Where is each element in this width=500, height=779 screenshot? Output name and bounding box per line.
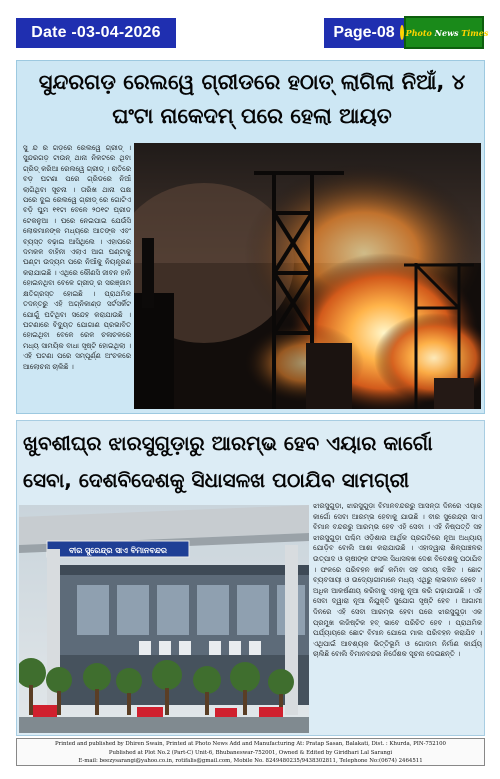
- logo-globe-icon: [400, 25, 404, 40]
- footer-line-publisher: Published at Plot No.2 (Part-C) Unit-6, Bhubaneswar-752001, Owned & Edited by Giridhari Lal Sarangi: [108, 749, 393, 756]
- airport-sign-text: ବୀର ସୁରେନ୍ଦ୍ର ସାଏ ବିମାନବନ୍ଦର: [69, 546, 167, 555]
- story1-headline: ସୁନ୍ଦରଗଡ଼ ରେଲୱେ ଗ୍ରୀଡରେ ହଠାତ୍ ଲାଗିଲା ନିଆଁ, ୪ ଘଂଟା ନାକେଦମ୍ ପରେ ହେଲା ଆୟତ: [38, 70, 466, 128]
- footer-line-printer: Printed and published by Dhiren Swain, Printed at Photo News Add and Manufacturing At: Pratap Sasan, Balakati, Dist. : Khurda, PIN-752100: [55, 741, 446, 747]
- page-number-label: Page-08: [324, 18, 404, 48]
- fire-photo: [134, 143, 481, 409]
- story-railway-fire: [16, 60, 485, 414]
- airport-photo: [19, 505, 309, 733]
- story1-body-text: ସୁ ନ୍ଦ ର ଗଡ଼ରେ ରେଲୱେ ଗ୍ରୀଡ୍ । ସୁନ୍ଦରଗଡ଼ ଟାଉନ୍ ଥାନା ନିକଟରେ ଥିବା ଗ୍ରିଡ୍ କରିଆ ରେଲୱେ ଗ୍ରୀଡ୍ । ରାତିରେ ବଡ଼ ଘଟଣା ପରେ ଗ୍ରିଡରେ ନିଆଁ ଲାଗିଥିବା ସୂଚନା । ତାରିଖ ଥାନା ପକ୍ଷ ପରେ ଦୁଇ ରେଲୱେ ଗ୍ରୀଡ୍ ରେ ଗୋଟିଏ ବଡ଼ି ଘୁମ ୧୧ଟା ବେଳେ ୨୦୧ଟ ଘ୍ରୀଡ ଟେକନୁଆ । ଘରେ ନେଇପାଇ ଯେଉଁସି ଲୋକମାନଙ୍କ ମଧ୍ୟରେ ଆତଙ୍କ ଏବଂ ବ୍ୟସ୍ତ ବଢ଼ାଇ ଆସିଥିଲେ । ଏହାପରେ ଦମକଳ ବାହିନୀ ଏଲାଏ ଆଗ ଘଣ୍ଟାକୁ ଘଣ୍ଟା ଉଦ୍ୟମ ପରେ ନିଆଁକୁ ନିୟନ୍ତ୍ରଣ କରାଯାଇଛି । ଏଥିରେ କୌଣସି ଜୀବନ ହାନି ହୋଇନଥିବା ବେଳେ ଗ୍ରୀଡ୍ ର ସରଞ୍ଜାମ କ୍ଷତିଗ୍ରସ୍ତ ହୋଇଛି । ପ୍ରାଥମିକ ତଦନ୍ତରୁ ଏହି ଅଗ୍ନିକାଣ୍ଡ ସର୍ଟସର୍କିଟ ଯୋଗୁଁ ଘଟିଥିବା ସନ୍ଦେହ କରାଯାଉଛି । ଘଟଣାରେ ବିଦ୍ୟୁତ ଯୋଗାଣ ପ୍ରଭାବିତ ହୋଇଥିବା ବେଳେ ରେଳ ଚଳାଚଳରେ ମଧ୍ୟ ସାମୟିକ ବାଧା ସୃଷ୍ଟି ହୋଇଥିଲା । ଏହି ଘଟଣା ପରେ ସମ୍ପୂର୍ଣ୍ଣ ଅଂଚଳରେ ଆଲୋଚନା ଚାଲିଛି ।: [23, 144, 131, 371]
- photo-news-times-logo: [404, 16, 489, 49]
- story2-headline: ଖୁବଶୀଘ୍ର ଝାରସୁଗୁଡ଼ାରୁ ଆରମ୍ଭ ହେବ ଏୟାର କାର୍ଗୋ ସେବା, ଦେଶବିଦେଶକୁ ସିଧାସଳଖ ପଠାଯିବ ସାମଗ୍ରୀ: [23, 431, 433, 492]
- airport-terminal-illustration: [19, 505, 309, 733]
- footer-line-contact: E-mail: beezysarangi@yahoo.co.in, rotifalis@gmail.com, Mobile No. 8249480235/9438302811, Telephone No:(0674) 2464511: [78, 758, 423, 765]
- logo-text: Photo News Times: [405, 27, 489, 38]
- story-air-cargo: [16, 420, 485, 736]
- fire-at-grid-illustration: [134, 143, 481, 409]
- date-label: Date -03-04-2026: [16, 18, 176, 48]
- imprint-footer: [16, 738, 485, 766]
- story2-body-text: ଝାରସୁଗୁଡ଼ା, ଝାରସୁଗୁଡ଼ା ବିମାନବନ୍ଦରରୁ ଆସନ୍ତା ଦିନରେ ଏୟାର କାର୍ଗୋ ସେବା ଆରମ୍ଭ ହେବାକୁ ଯାଉଛି । ବୀର ସୁରେନ୍ଦ୍ର ସାଏ ବିମାନ ବନ୍ଦରରୁ ଆରମ୍ଭ ହେବ ଏହି ସେବା । ଏହି ନିଷ୍ପତ୍ତି ସହ ଝାରସୁଗୁଡ଼ା ପଶ୍ଚିମ ଓଡ଼ିଶାର ଆର୍ଥିକ ପ୍ରଗତିରେ ନୂଆ ଅଧ୍ୟାୟ ଯୋଡ଼ିବ ବୋଲି ଆଶା କରାଯାଉଛି । ଏହାଦ୍ୱାରା ଶିଳ୍ପାଞ୍ଚଳର ଉତ୍ପାଦ ଓ ଚାଷୀଙ୍କ ଫସଲ ସିଧାସଳଖ ଦେଶ ବିଦେଶକୁ ପଠାଯିବ । ଫଳରେ ପରିବହନ ଖର୍ଚ୍ଚ କମିବା ସହ ସମୟ ବଞ୍ଚିବ । ଛୋଟ ବ୍ୟବସାୟୀ ଓ ଉଦ୍ୟୋଗୀମାନେ ମଧ୍ୟ ଏଥିରୁ ଲାଭବାନ ହେବେ । ଅଧିକ ଆକର୍ଷଣୀୟ କରିବାକୁ ଏହାକୁ ନୂଆ କରି ଗଢ଼ାଯାଉଛି । ଏହି ସେବା ଦ୍ୱାରା ନୂଆ ନିଯୁକ୍ତି ସୁଯୋଗ ସୃଷ୍ଟି ହେବ । ଆଗାମୀ ଦିନରେ ଏହି ସେବା ଆରମ୍ଭ ହେବା ପରେ ଝାରସୁଗୁଡ଼ା ଏକ ପ୍ରମୁଖ ଲଜିଷ୍ଟିକ ହବ୍ ଭାବେ ପରିଚିତ ହେବ । ପ୍ରାଥମିକ ପର୍ଯ୍ୟାୟରେ ଛୋଟ ବିମାନ ଯୋଗେ ମାଲ ପରିବହନ କରାଯିବ । ଏଥିପାଇଁ ଆବଶ୍ୟକ ଭିତ୍ତିଭୂମି ଓ ଗୋଦାମ ନିର୍ମାଣ କାର୍ଯ୍ୟ ଚାଲିଛି ବୋଲି ବିମାନବନ୍ଦର ନିର୍ଦ୍ଦେଶକ ସୂଚନା ଦେଇଛନ୍ତି ।: [313, 502, 482, 659]
